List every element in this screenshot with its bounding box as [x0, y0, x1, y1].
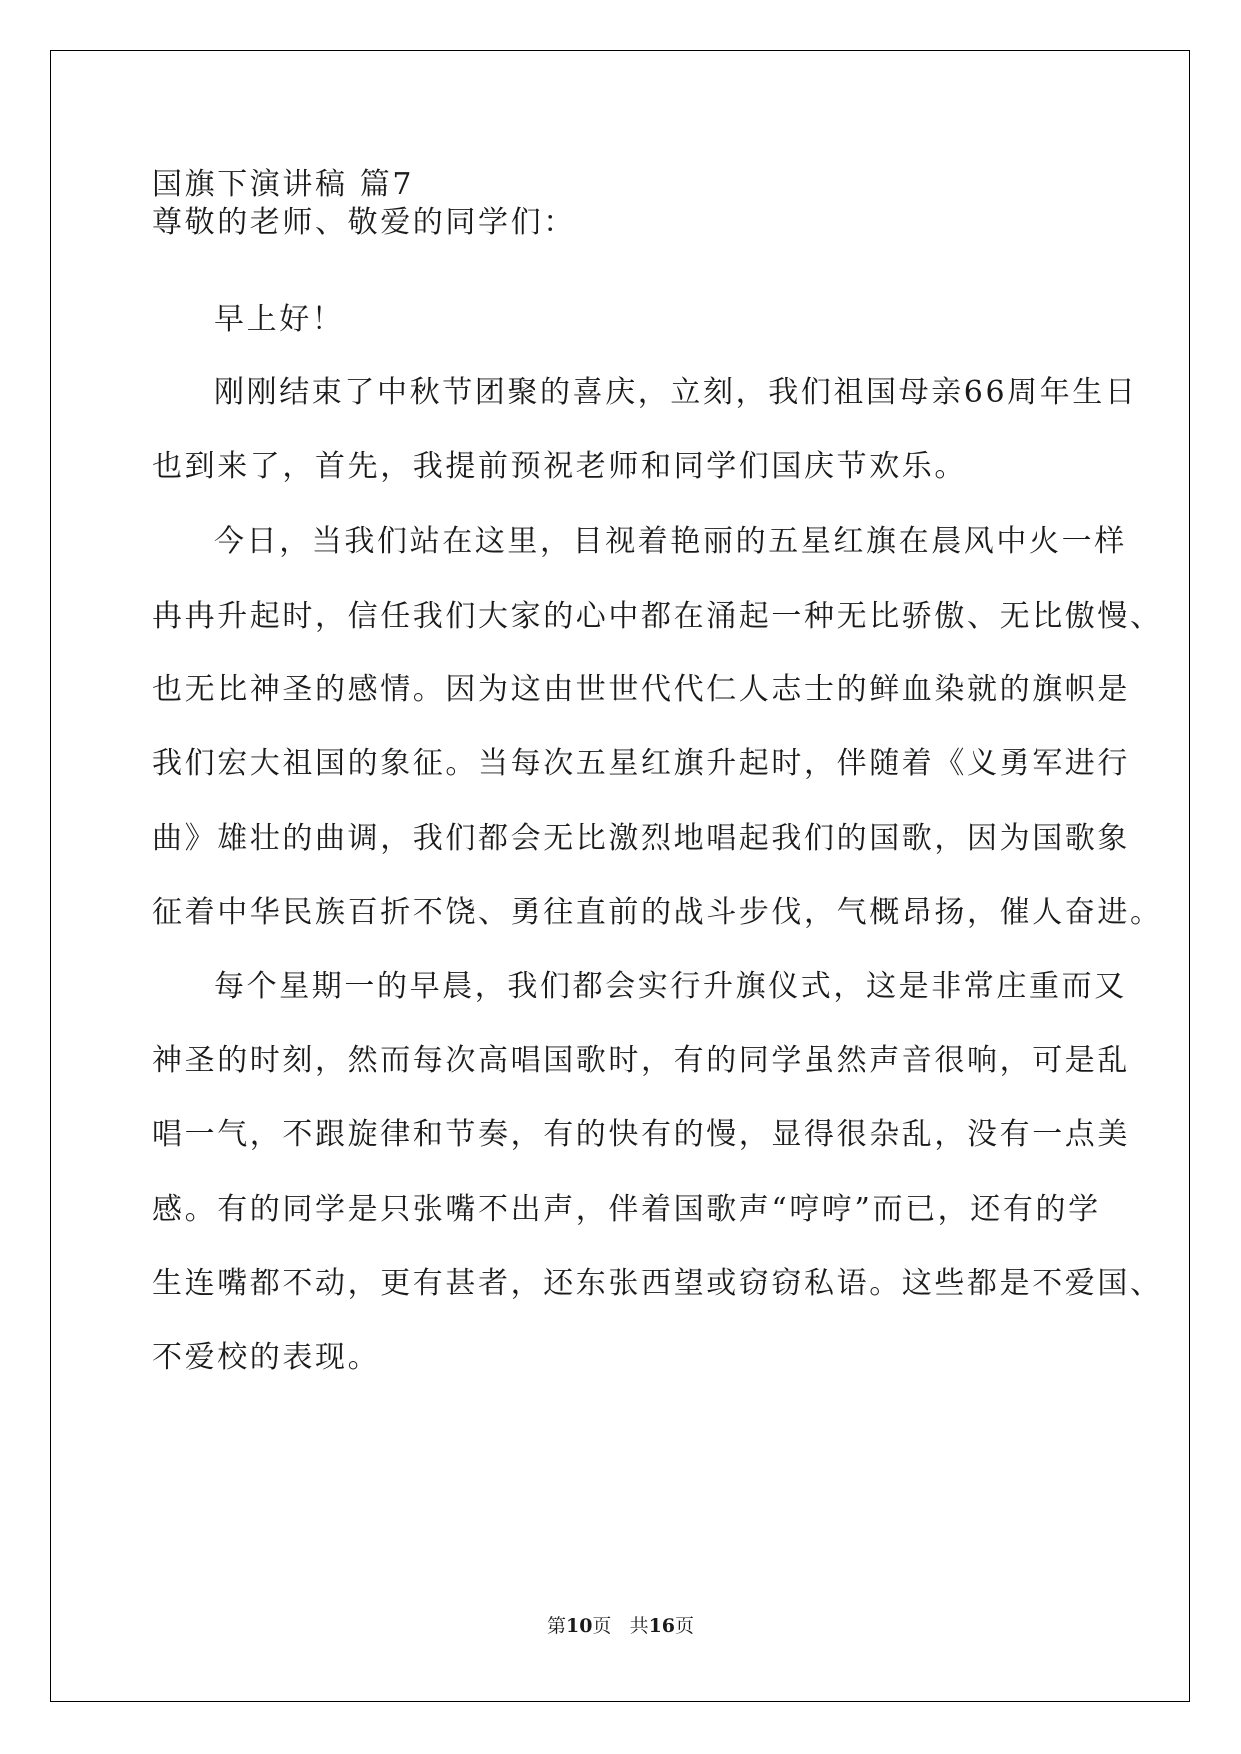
total-prefix: 共 — [629, 1615, 649, 1637]
paragraph-line: 我们宏大祖国的象征。当每次五星红旗升起时，伴随着《义勇军进行 — [152, 746, 1130, 781]
paragraph-line: 感。有的同学是只张嘴不出声，伴着国歌声“哼哼”而已，还有的学 — [152, 1192, 1101, 1227]
paragraph-line: 刚刚结束了中秋节团聚的喜庆，立刻，我们祖国母亲66周年生日 — [214, 375, 1138, 410]
document-heading: 国旗下演讲稿 篇7 — [152, 167, 415, 202]
paragraph-line: 每个星期一的早晨，我们都会实行升旗仪式，这是非常庄重而又 — [214, 969, 1127, 1004]
paragraph-line: 曲》雄壮的曲调，我们都会无比激烈地唱起我们的国歌，因为国歌象 — [152, 821, 1130, 856]
salutation: 尊敬的老师、敬爱的同学们： — [152, 205, 576, 240]
page-footer — [0, 1614, 1241, 1638]
paragraph-line: 也到来了，首先，我提前预祝老师和同学们国庆节欢乐。 — [152, 449, 967, 484]
paragraph-line: 神圣的时刻，然而每次高唱国歌时，有的同学虽然声音很响，可是乱 — [152, 1043, 1130, 1078]
page-frame — [50, 50, 1190, 1702]
page-number-total: 16 — [648, 1615, 676, 1637]
page-prefix: 第 — [546, 1615, 566, 1637]
paragraph-line: 不爱校的表现。 — [152, 1340, 381, 1375]
paragraph-line: 冉冉升起时，信任我们大家的心中都在涌起一种无比骄傲、无比傲慢、 — [152, 599, 1163, 634]
paragraph-line: 也无比神圣的感情。因为这由世世代代仁人志士的鲜血染就的旗帜是 — [152, 672, 1130, 707]
greeting-line: 早上好！ — [214, 302, 345, 337]
page-suffix: 页 — [592, 1615, 612, 1637]
paragraph-line: 今日，当我们站在这里，目视着艳丽的五星红旗在晨风中火一样 — [214, 524, 1127, 559]
total-suffix: 页 — [675, 1615, 695, 1637]
paragraph-line: 生连嘴都不动，更有甚者，还东张西望或窃窃私语。这些都是不爱国、 — [152, 1266, 1163, 1301]
page-number-current: 10 — [565, 1615, 593, 1637]
paragraph-line: 征着中华民族百折不饶、勇往直前的战斗步伐，气概昂扬，催人奋进。 — [152, 895, 1163, 930]
paragraph-line: 唱一气，不跟旋律和节奏，有的快有的慢，显得很杂乱，没有一点美 — [152, 1117, 1130, 1152]
